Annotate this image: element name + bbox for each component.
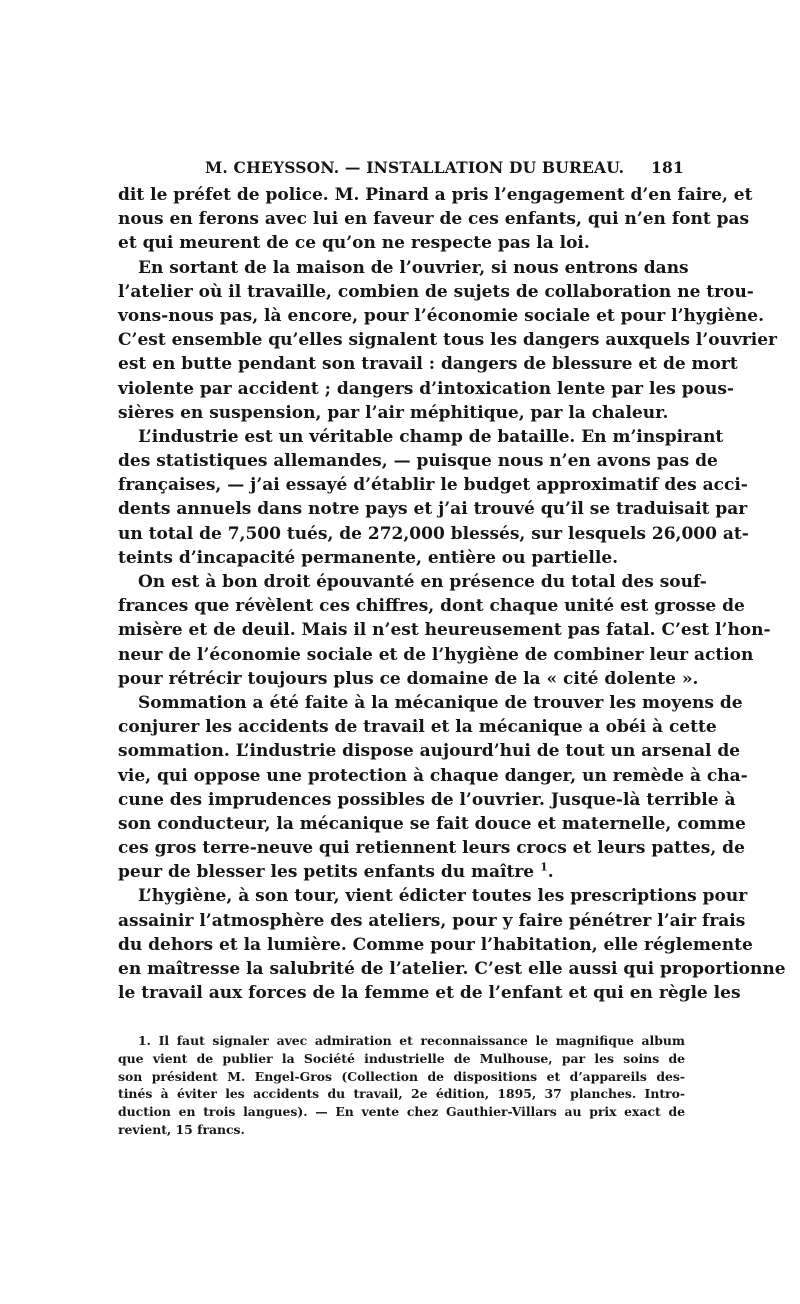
text-line: et qui meurent de ce qu’on ne respecte pas la loi. (118, 233, 590, 254)
footnote-line: 1. Il faut signaler avec admiration et reconnaissance le magnifique album (138, 1033, 685, 1048)
footnote-line: revient, 15 francs. (118, 1121, 245, 1137)
text-line: du dehors et la lumière. Comme pour l’habitation, elle réglemente (118, 934, 753, 955)
footnote-line: son président M. Engel-Gros (Collection de dispositions et d’appareils des- (118, 1068, 685, 1084)
text-line: cune des imprudences possibles de l’ouvrier. Jusque-là terrible à (118, 789, 736, 810)
text-line: teints d’incapacité permanente, entière ou partielle. (118, 547, 619, 568)
text-line: misère et de deuil. Mais il n’est heureusement pas fatal. C’est l’hon- (118, 620, 771, 641)
text-line: En sortant de la maison de l’ouvrier, si nous entrons dans (138, 257, 689, 278)
footnote-reference: 1 (540, 860, 548, 874)
text-line: sommation. L’industrie dispose aujourd’hui de tout un arsenal de (118, 741, 741, 762)
text-line: nous en ferons avec lui en faveur de ces enfants, qui n’en font pas (118, 209, 750, 230)
text-line: sières en suspension, par l’air méphitique, par la chaleur. (118, 402, 669, 423)
text-line: C’est ensemble qu’elles signalent tous les dangers auxquels l’ouvrier (118, 330, 778, 351)
text-line: On est à bon droit épouvanté en présence du total des souf- (138, 572, 707, 592)
body-text (118, 183, 786, 1005)
text-line: frances que révèlent ces chiffres, dont chaque unité est grosse de (118, 596, 745, 617)
text-line: assainir l’atmosphère des ateliers, pour y faire pénétrer l’air frais (118, 910, 746, 931)
text-line: en maîtresse la salubrité de l’atelier. C’est elle aussi qui proportionne (118, 959, 786, 979)
text-line: L’industrie est un véritable champ de bataille. En m’inspirant (138, 426, 724, 447)
text-line: Sommation a été faite à la mécanique de trouver les moyens de (138, 692, 743, 713)
text-line: violente par accident ; dangers d’intoxication lente par les pous- (118, 378, 734, 399)
text-line: L’hygiène, à son tour, vient édicter toutes les prescriptions pour (138, 886, 748, 907)
text-line: est en butte pendant son travail : dangers de blessure et de mort (118, 354, 738, 375)
text-line: le travail aux forces de la femme et de l’enfant et qui en règle les (118, 983, 741, 1004)
footnote (118, 1032, 685, 1139)
page-number: 181 (651, 158, 684, 177)
text-line: dit le préfet de police. M. Pinard a pris l’engagement d’en faire, et (118, 185, 753, 205)
text-line: ces gros terre-neuve qui retiennent leurs crocs et leurs pattes, de (118, 838, 745, 859)
text-line: dents annuels dans notre pays et j’ai trouvé qu’il se traduisait par (118, 499, 748, 520)
page-header-title: M. CHEYSSON. — INSTALLATION DU BUREAU. (205, 158, 625, 177)
footnote-line: que vient de publier la Société industrielle de Mulhouse, par les soins de (118, 1050, 685, 1066)
text-line: vons-nous pas, là encore, pour l’économie sociale et pour l’hygiène. (118, 305, 764, 326)
running-head (118, 158, 686, 180)
text-line: l’atelier où il travaille, combien de sujets de collaboration ne trou- (118, 281, 754, 302)
text-line: des statistiques allemandes, — puisque nous n’en avons pas de (118, 451, 718, 472)
footnote-line: tinés à éviter les accidents du travail, 2e édition, 1895, 37 planches. Intro- (118, 1086, 685, 1102)
text-line: neur de l’économie sociale et de l’hygiène de combiner leur action (118, 644, 754, 665)
text-line-content: peur de blesser les petits enfants du maître (118, 862, 535, 883)
text-line: conjurer les accidents de travail et la mécanique a obéi à cette (118, 717, 717, 738)
text-line: vie, qui oppose une protection à chaque danger, un remède à cha- (118, 765, 748, 786)
text-line: un total de 7,500 tués, de 272,000 blessés, sur lesquels 26,000 at- (118, 523, 749, 544)
text-line: son conducteur, la mécanique se fait douce et maternelle, comme (118, 813, 746, 834)
text-line: peur de blesser les petits enfants du maître $^1$. (118, 860, 554, 883)
text-line: pour rétrécir toujours plus ce domaine de la « cité dolente ». (118, 668, 699, 689)
footnote-line: duction en trois langues). — En vente chez Gauthier-Villars au prix exact de (118, 1104, 685, 1120)
text-line: françaises, — j’ai essayé d’établir le budget approximatif des acci- (118, 475, 748, 496)
